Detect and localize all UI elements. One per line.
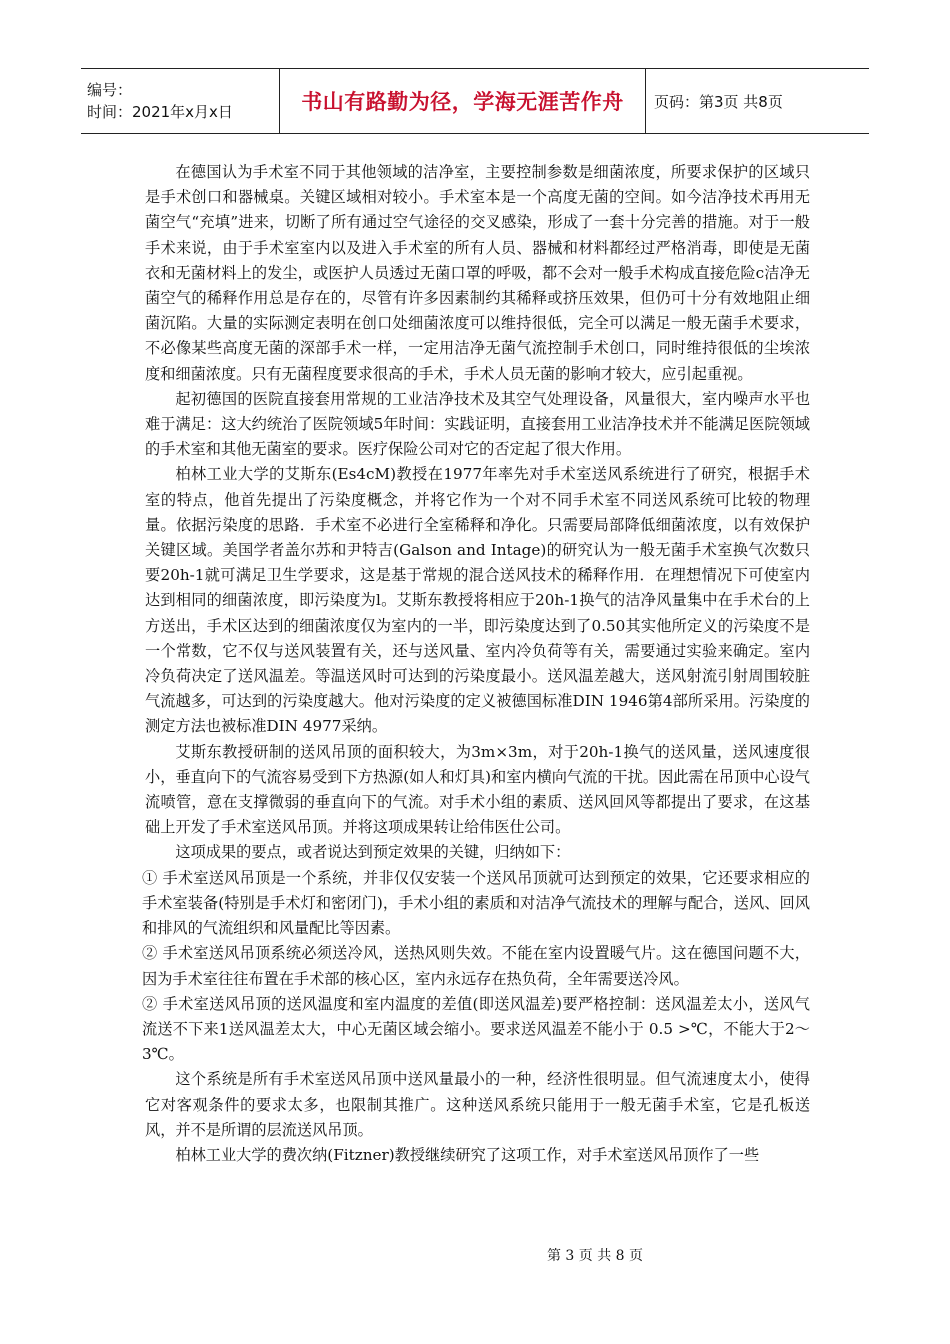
list-item: ② 手术室送风吊顶的送风温度和室内温度的差值(即送风温差)要严格控制：送风温差太小，送风气流送不下来1送风温差太大，中心无菌区域会缩小。要求送风温差不能小于 0.5 >℃，不能大于2～3℃。 [142,994,810,1064]
list-item: ② 手术室送风吊顶系统必须送冷风，送热风则失效。不能在室内设置暖气片。这在德国问题不大，因为手术室往往布置在手术部的核心区，室内永远存在热负荷，全年需要送冷风。 [142,944,810,988]
body-paragraph: 柏林工业大学的艾斯东(Es4cM)教授在1977年率先对手术室送风系统进行了研究，根据手术室的特点，他首先提出了污染度概念，并将它作为一个对不同手术室不同送风系统可比较的物理量。依据污染度的思路．手术室不必进行全室稀释和净化。只需要局部降低细菌浓度，以有效保护关键区域。美国学者盖尔苏和尹特吉(Galson and Intage)的研究认为一般无菌手术室换气次数只要20h-1就可满足卫生学要求，这是基于常规的混合送风技术的稀释作用．在理想情况下可使室内达到相同的细菌浓度，即污染度为l。艾斯东教授将相应于20h-1换气的洁净风量集中在手术台的上方送出，手术区达到的细菌浓度仅为室内的一半，即污染度达到了0.50其实他所定义的污染度不是一个常数，它不仅与送风装置有关，还与送风量、室内冷负荷等有关，需要通过实验来确定。室内冷负荷决定了送风温差。等温送风时可达到的污染度最小。送风温差越大，送风射流引射周围较脏气流越多，可达到的污染度越大。他对污染度的定义被德国标准DIN 1946第4部所采用。污染度的测定方法也被标准DIN 4977采纳。 [145,465,810,736]
list-item: ① 手术室送风吊顶是一个系统，并非仅仅安装一个送风吊顶就可达到预定的效果，它还要求相应的手术室装备(特别是手术灯和密闭门)，手术小组的素质和对洁净气流技术的理解与配合，送风、回风和排风的气流组织和风量配比等因素。 [142,868,810,938]
header-meta [81,69,280,134]
header-motto: 书山有路勤为径，学海无涯苦作舟 [280,69,646,134]
document-body [142,160,810,1168]
page-footer [0,1245,950,1265]
footer-page-number: 第 3 页 共 8 页 [546,1248,644,1264]
body-paragraph: 这项成果的要点，或者说达到预定效果的关键，归纳如下： [175,843,571,862]
body-paragraph: 在德国认为手术室不同于其他领域的洁净室，主要控制参数是细菌浓度，所要求保护的区域只是手术创口和器械桌。关键区域相对较小。手术室本是一个高度无菌的空间。如今洁净技术再用无菌空气“充填”进来，切断了所有通过空气途径的交叉感染，形成了一套十分完善的措施。对于一般手术来说，由于手术室室内以及进入手术室的所有人员、器械和材料都经过严格消毒，即使是无菌衣和无菌材料上的发尘，或医护人员透过无菌口罩的呼吸，都不会对一般手术构成直接危险c洁净无菌空气的稀释作用总是存在的，尽管有许多因素制约其稀释或挤压效果，但仍可十分有效地阻止细菌沉陷。大量的实际测定表明在创口处细菌浓度可以维持很低，完全可以满足一般无菌手术要求，不必像某些高度无菌的深部手术一样，一定用洁净无菌气流控制手术创口，同时维持很低的尘埃浓度和细菌浓度。只有无菌程度要求很高的手术，手术人员无菌的影响才较大，应引起重视。 [145,163,810,383]
body-paragraph: 这个系统是所有手术室送风吊顶中送风量最小的一种，经济性很明显。但气流速度太小，使得它对客观条件的要求太多，也限制其推广。这种送风系统只能用于一般无菌手术室，它是孔板送风，并不是所谓的层流送风吊顶。 [145,1070,810,1139]
body-paragraph: 艾斯东教授研制的送风吊顶的面积较大，为3m×3m，对于20h-1换气的送风量，送风速度很小，垂直向下的气流容易受到下方热源(如人和灯具)和室内横向气流的干扰。因此需在吊顶中心设气流喷管，意在支撑微弱的垂直向下的气流。对手术小组的素质、送风回风等都提出了要求，在这基础上开发了手术室送风吊顶。并将这项成果转让给伟医仕公司。 [145,742,810,837]
document-date: 时间：2021年x月x日 [87,103,233,121]
body-paragraph: 柏林工业大学的费次纳(Fitzner)教授继续研究了这项工作，对手术室送风吊顶作了一些 [175,1145,760,1164]
document-header [81,68,869,134]
body-paragraph: 起初德国的医院直接套用常规的工业洁净技术及其空气处理设备，风量很大，室内噪声水平也难于满足：这大约统治了医院领域5年时间：实践证明，直接套用工业洁净技术并不能满足医院领域的手术室和其他无菌室的要求。医疗保险公司对它的否定起了很大作用。 [145,389,810,459]
document-number-label: 编号： [87,81,133,99]
header-page-info: 页码：第3页 共8页 [646,69,870,134]
